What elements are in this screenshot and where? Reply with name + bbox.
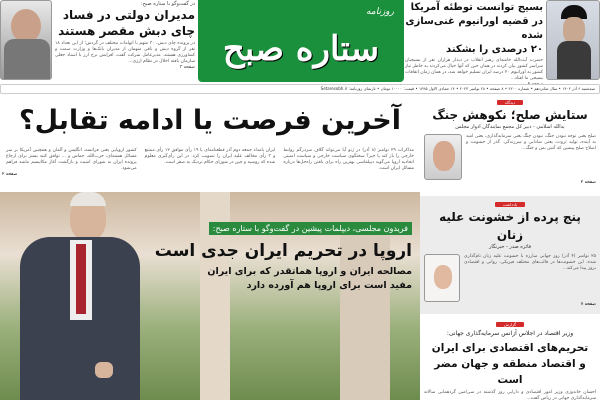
headline[interactable]: مدیران دولتی در فساد <box>62 8 195 22</box>
page-ref[interactable]: صفحه ۷ <box>580 302 596 307</box>
feature-text <box>150 216 412 293</box>
headline[interactable]: بسیج توانست توطئه آمریکا <box>410 2 543 13</box>
feature-headline[interactable]: اروپا در تحریم ایران جدی است <box>154 241 412 261</box>
kicker: در گفت‌و‌گو با ستاره صبح: <box>140 1 195 7</box>
section-tag: گزارش <box>496 322 524 327</box>
subhead-line: مفید است برای اروپا هم آورده دارد <box>246 280 412 291</box>
column-text: مذاکرات ۲۹ نوامبر (۸ آذر) در ژنو آیا می‌تواند گلاف سردرگم روابط خارجی را باز کند یا خیر؟ سخنگوی سیاست خارجی و سیاست امنیتی اتحادیه اروپا می‌گوید دیپلماسی بهترین راه برای یافتن راه‌حل‌ها درباره مسائل ایران است. <box>283 148 414 171</box>
headline[interactable]: در قضیه اورانیوم غنی‌سازی شده <box>405 16 543 41</box>
dateline: سه‌شنبه ۶ آذر ۱۴۰۲ • سال شانزدهم • شماره ۲۲۰۰ • ۸ صفحه • ۲۸ نوامبر ۲۰۲۳ • ۱۴ جمادی الاول ۱۴۴۵ • قیمت: ۱۰۰۰۰ تومان • تارنمای روزنامه: Setaresobh.ir <box>0 84 600 94</box>
author-photo <box>424 254 460 302</box>
page-ref[interactable]: صفحه ۲ <box>527 82 543 87</box>
column-text: کشور اروپایی یعنی فرانسه، انگلیس و آلمان و همچنین آمریکا بر سر مسائل هسته‌ای، حزب‌الله، حماس و ... توافق کنند بستر برای ارجاع پرونده ایران به شورای امنیت و بازگشت آغاز مکانیسم ماشه فراهم می‌شود. <box>5 148 137 171</box>
headline[interactable]: ۲۰ درصدی را بشکند <box>446 44 543 55</box>
subhead-line: مصالحه ایران و اروپا هماتقدر که برای ایران <box>207 266 412 277</box>
column-text: ایران بامداد جمعه دوم آذر قطعنامه‌ای با ۱۹ رأی موافق ۱۲ رأی ممتنع و ۳ رأی مخالف علیه ایران را تصویب کرد. در این رأی‌گیری معلوم شده که روسیه و چین در شورای حکام نزدیک به صفر است. <box>144 148 276 165</box>
report-sanctions <box>420 316 600 404</box>
leader-photo <box>546 0 600 80</box>
feature-kicker: فریدون مجلسی، دیپلمات پیشین در گفت‌وگو با ستاره صبح: <box>209 222 412 235</box>
story-body: حضرت آیت‌الله خامنه‌ای رهبر انقلاب در دیدار هزاران نفر از بسیجیان سراسر کشور بیان کردند در همان حین که آنها خیال می‌کردند به خاطر نیاز کشور به اورانیوم ۲۰ درصد ایران تسلیم خواهد شد، در همان زمان اتفاقات بسیجی ما افتاد... <box>405 58 543 81</box>
top-right-story <box>405 1 543 88</box>
story-body: احسان خاندوزی وزیر امور اقتصادی و دارایی روز گذشته در سی‌امین گردهمایی سالانه سرمایه‌گذاری جهانی در ریاض گفت... <box>424 390 596 401</box>
page-ref[interactable]: صفحه ۲ <box>580 180 596 185</box>
note-violence-women <box>420 196 600 314</box>
byline: فائزه صدر - خبرنگار <box>489 244 531 250</box>
main-story <box>0 98 420 178</box>
byline: یدالله اسلامی - دبیر کل مجمع نمایندگان ادوار مجلس <box>455 124 565 130</box>
story-body: در پرونده چای دبش، ۳۰ متهم با اتهامات مختلف در گردش؛ از این تعداد ۱۸ نفر از گروه دبش و باقی متهمان از مدیران بانک‌ها و وزارت صمت و کشاورزی هستند. مدیرعامل شرکت گفت، افزایش نرخ ارز با اسناد جعلی سازمان یافته اخلال در نظام ارزی... <box>55 41 195 64</box>
page-ref[interactable]: صفحه ۲ <box>2 172 18 177</box>
logo-prefix: روزنامه <box>366 7 394 17</box>
kicker: وزیر اقتصاد در اجلاس آزانس سرمایه‌گذاری جهانی: <box>446 330 574 337</box>
author-photo <box>424 134 462 180</box>
headline[interactable]: تحریم‌های اقتصادی برای ایران <box>431 342 589 354</box>
main-headline[interactable]: آخرین فرصت یا ادامه تقابل؟ <box>18 105 402 136</box>
headline[interactable]: و اقتصاد منطقه و جهان مضر است <box>434 358 586 386</box>
page-ref[interactable]: صفحه ۳ <box>179 65 195 70</box>
masthead-logo[interactable] <box>198 0 404 82</box>
story-body: ۲۵ نوامبر (۴ آذر) روز جهانی مبارزه با خشونت علیه زنان نام‌گذاری شده. این خشونت‌ها در قالب‌های مختلف فیزیکی، روانی و اقتصادی بروز پیدا می‌کند... <box>464 254 596 271</box>
opinion-peace <box>420 96 600 186</box>
headline[interactable]: چای دبش مقصر هستند <box>58 24 195 38</box>
top-left-story <box>55 1 195 71</box>
feature-subhead <box>150 265 412 293</box>
headline[interactable]: ستایش صلح؛ نکوهش جنگ <box>432 108 588 122</box>
section-tag: دیدگاه <box>497 100 523 105</box>
headline[interactable]: پنج پرده از خشونت علیه زنان <box>439 210 581 242</box>
official-portrait-photo <box>0 0 52 80</box>
main-columns <box>0 148 420 172</box>
story-body: صلح یعنی توجه نبودن جنگ، نبودن جنگ یعنی سرمایه‌گذاری، یعنی امید به آینده، تولید ثروت، یعنی شادابی و سرزندگی. گذر از خشونت و اصلاح صلح پیشین که آتش بس و جنگ... <box>466 134 596 151</box>
section-tag: یادداشت <box>495 202 525 207</box>
logo-text: ستاره صبح <box>222 29 380 69</box>
